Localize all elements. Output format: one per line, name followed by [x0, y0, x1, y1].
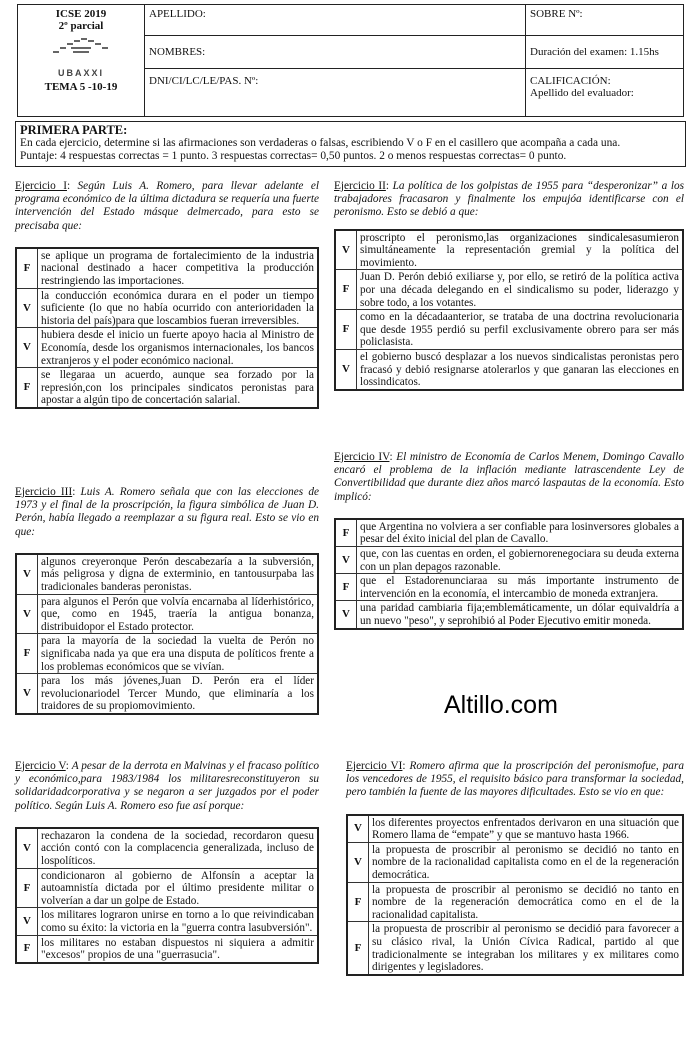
- answer-box[interactable]: V: [16, 828, 38, 868]
- answer-box[interactable]: V: [16, 328, 38, 368]
- topic-label: TEMA 5 -10-19: [44, 81, 118, 93]
- exercise-title: Ejercicio IV: [334, 451, 390, 463]
- duration-label: Duración del examen: 1.15hs: [530, 46, 659, 58]
- exercise-4: Ejercicio IV: El ministro de Economía de Carlos Menem, Domingo Cavallo encaró el problema de la inflación mediante latrascendente Ley de Convertibilidad que durante diez años marcó laspautas de la economía. Esto implicó: F que Argentina no volviera a ser confiable para losinversores globales a pesar del éxito inicial del plan de Cavallo. V que, con las cuentas en orden, el gobiernorenegociara su deuda externa con un plan depagos razonable. F que el Estadorenunciaraa su más importante instrumento de intervención en la economía, el intercambio de moneda extranjera. V una paridad cambiaria fija;emblemáticamente, un dólar equivaldría a un nuevo "peso", y seprohibió al Poder Ejecutivo emitir moneda.: [334, 451, 684, 630]
- answer-row: [347, 882, 683, 922]
- answer-box[interactable]: F: [347, 882, 369, 922]
- statement: el gobierno buscó desplazar a los nuevos sindicalistas peronistas pero fracasó y debió resignarse atolerarlos y que ganaran las elecciones en lossindicatos.: [357, 349, 684, 389]
- exercise-prompt: Luis A. Romero señala que con las elecciones de 1973 y el final de la proscripción, la figura simbólica de Juan D. Perón, había llegado a reemplazar a su figura real. Esto se vio en que:: [15, 486, 319, 538]
- answer-box[interactable]: F: [335, 270, 357, 310]
- answer-row: [16, 554, 318, 594]
- exercise-title: Ejercicio I: [15, 180, 67, 192]
- answer-row: [16, 935, 318, 963]
- grader-label: Apellido del evaluador:: [530, 87, 634, 99]
- answer-box[interactable]: V: [347, 815, 369, 843]
- statement: que Argentina no volviera a ser confiable para losinversores globales a pesar del éxito inicial del plan de Cavallo.: [357, 519, 684, 547]
- uba-xxi-logo-icon: [51, 33, 111, 67]
- answer-box[interactable]: F: [16, 248, 38, 288]
- answer-row: [347, 922, 683, 975]
- statement: se llegaraa un acuerdo, aunque sea forzado por la represión,con los principales sindicatos peronistas para apostar a algún tipo de concertación salarial.: [38, 368, 319, 408]
- statement: se aplique un programa de fortalecimiento de la industria nacional destinado a hacer competitiva la producción restringiendo las importaciones.: [38, 248, 319, 288]
- exercise-1: Ejercicio I: Según Luis A. Romero, para llevar adelante el programa económico de la última dictadura se requería una fuerte intervención del Estado másque delmercado, para esto se precisaba que: F se aplique un programa de fortalecimiento de la industria nacional destinado a hacer competitiva la producción restringiendo las importaciones. V la conducción económica durara en el poder un tiempo suficiente (lo que no había ocurrido con anterioridaden la historia del país)para que loscambios fueran irreversibles. V hubiera desde el inicio un fuerte apoyo hacia al Ministro de Economía, desde los organismos internacionales, los bancos extranjeros y el poder económico nacional. F se llegaraa un acuerdo, aunque sea forzado por la represión,con los principales sindicatos peronistas para apostar a algún tipo de concertación salarial.: [15, 180, 319, 409]
- statement: los diferentes proyectos enfrentados derivaron en una situación que Romero llama de “empate” y que se mantuvo hasta 1966.: [369, 815, 684, 843]
- id-field[interactable]: [145, 69, 526, 117]
- statement: algunos creyeronque Perón descabezaría a la subversión, más peligrosa y digna de exterminio, en tantousurpaba las tradicionales banderas peronistas.: [38, 554, 319, 594]
- answer-box[interactable]: V: [16, 594, 38, 634]
- answer-row: [16, 594, 318, 634]
- answer-box[interactable]: F: [335, 519, 357, 547]
- answer-row: [335, 601, 683, 629]
- answer-row: [335, 574, 683, 601]
- answer-row: [16, 328, 318, 368]
- answer-row: [335, 547, 683, 574]
- grade-field[interactable]: [526, 69, 684, 117]
- answer-box[interactable]: V: [335, 547, 357, 574]
- grade-label: CALIFICACIÓN:: [530, 75, 611, 87]
- exercise-6: Ejercicio VI: Romero afirma que la proscripción del peronismofue, para los vencedores de 1955, el requisito básico para transformar la sociedad, pero también la fuente de las mayores dificultades. Esto se vio en que: V los diferentes proyectos enfrentados derivaron en una situación que Romero llama de “empate” y que se mantuvo hasta 1966. V la propuesta de proscribir al peronismo se decidió no tanto en nombre de la racionalidad capitalista como en el de la regeneración democrática. F la propuesta de proscribir al peronismo se decidió no tanto en nombre de la regeneración democrática como en el de la racionalidad capitalista. F la propuesta de proscribir al peronismo se decidió para favorecer a su clásico rival, la Unión Cívica Radical, partido al que tradicionalmente se integraban los militares y ex militares como dirigentes y legisladores.: [346, 760, 684, 976]
- answer-row: [335, 349, 683, 389]
- surname-field[interactable]: [145, 5, 526, 36]
- answer-row: [335, 270, 683, 310]
- exercise-3: Ejercicio III: Luis A. Romero señala que con las elecciones de 1973 y el final de la proscripción, la figura simbólica de Juan D. Perón, había llegado a reemplazar a su figura real. Esto se vio en que: V algunos creyeronque Perón descabezaría a la subversión, más peligrosa y digna de exterminio, en tantousurpaba las tradicionales banderas peronistas. V para algunos el Perón que volvía encarnaba al líderhistórico, que, como en 1945, traería la antigua bonanza, distribuidopor el Estado protector. F para la mayoría de la sociedad la vuelta de Perón no significaba nada ya que era una disputa de políticos frente a los problemas económicos que se vivían. V para los más jóvenes,Juan D. Perón era el líder revolucionariodel Tercer Mundo, que eliminaría a los traidores de su propiomovimiento.: [15, 486, 319, 715]
- envelope-label: SOBRE Nº:: [530, 8, 583, 20]
- answers-table: [334, 518, 684, 630]
- statement: como en la décadaanterior, se trataba de una doctrina revolucionaria que desde 1955 perdió su perfil exclusivamente obrero para ser más policlasista.: [357, 310, 684, 350]
- exercise-title: Ejercicio VI: [346, 760, 403, 772]
- answer-row: [16, 248, 318, 288]
- partial-label: 2º parcial: [58, 20, 104, 32]
- instructions-box: [15, 121, 686, 167]
- statement: los militares no estaban dispuestos ni siquiera a admitir "excesos" propios de una "guerrasucia".: [38, 935, 319, 963]
- course-name: ICSE 2019: [55, 8, 107, 20]
- duration-cell: [526, 36, 684, 69]
- statement: Juan D. Perón debió exiliarse y, por ello, se retiró de la política activa por una década delegando en el sindicalismo su poder, liderazgo y sobre todo, a los votantes.: [357, 270, 684, 310]
- scoring-line: Puntaje: 4 respuestas correctas = 1 punto. 3 respuestas correctas= 0,50 puntos. 2 o menos respuestas correctas= 0 punto.: [20, 150, 567, 162]
- answer-box[interactable]: V: [347, 842, 369, 882]
- statement: que, con las cuentas en orden, el gobiernorenegociara su deuda externa con un plan depagos razonable.: [357, 547, 684, 574]
- answer-row: [347, 815, 683, 843]
- answer-row: [16, 908, 318, 935]
- answer-row: [16, 368, 318, 408]
- answer-box[interactable]: V: [16, 674, 38, 714]
- answers-table: [15, 553, 319, 715]
- envelope-field[interactable]: [526, 5, 684, 36]
- instructions-line: En cada ejercicio, determine si las afirmaciones son verdaderas o falsas, escribiendo V o F en el casillero que acompaña a cada una.: [20, 137, 621, 149]
- part-title: PRIMERA PARTE:: [20, 123, 128, 137]
- exam-header: [17, 4, 684, 117]
- statement: rechazaron la condena de la sociedad, recordaron quesu acción contó con la complacencia generalizada, incluso de lospolíticos.: [38, 828, 319, 868]
- answer-row: [347, 842, 683, 882]
- answer-box[interactable]: F: [335, 574, 357, 601]
- answer-row: [16, 288, 318, 328]
- statement: la conducción económica durara en el poder un tiempo suficiente (lo que no había ocurrido con anterioridaden la historia del país)para que loscambios fueran irreversibles.: [38, 288, 319, 328]
- watermark: Altillo.com: [444, 691, 558, 719]
- answer-box[interactable]: F: [16, 368, 38, 408]
- answer-box[interactable]: F: [16, 868, 38, 908]
- logo-text: UBAXXI: [57, 68, 104, 78]
- answer-row: [16, 828, 318, 868]
- answer-row: [335, 519, 683, 547]
- answer-box[interactable]: V: [335, 230, 357, 270]
- statement: para algunos el Perón que volvía encarnaba al líderhistórico, que, como en 1945, traería la antigua bonanza, distribuidopor el Estado protector.: [38, 594, 319, 634]
- exercise-title: Ejercicio III: [15, 486, 73, 498]
- answer-row: [335, 310, 683, 350]
- exercise-prompt: Romero afirma que la proscripción del peronismofue, para los vencedores de 1955, el requisito básico para transformar la sociedad, pero también la fuente de las mayores dificultades. Esto se vio en que:: [346, 760, 684, 799]
- answer-box[interactable]: F: [16, 634, 38, 674]
- names-label: NOMBRES:: [149, 46, 206, 58]
- statement: para la mayoría de la sociedad la vuelta de Perón no significaba nada ya que era una disputa de políticos frente a los problemas económicos que se vivían.: [38, 634, 319, 674]
- answer-box[interactable]: V: [16, 554, 38, 594]
- statement: la propuesta de proscribir al peronismo se decidió para favorecer a su clásico rival, la Unión Cívica Radical, partido al que tradicionalmente se integraban los militares y ex militares como dirigentes y legisladores.: [369, 922, 684, 975]
- names-field[interactable]: [145, 36, 526, 69]
- statement: proscripto el peronismo,las organizaciones sindicalesasumieron simultáneamente la representación gremial y la política del movimiento.: [357, 230, 684, 270]
- answers-table: [15, 827, 319, 964]
- answer-box[interactable]: V: [16, 908, 38, 935]
- exercise-5: Ejercicio V: A pesar de la derrota en Malvinas y el fracaso político y económico,para 1983/1984 los militaresreconstituyeron su solidaridadcorporativa y se negaron a ser juzgados por el poder político. Según Luis A. Romero eso fue así porque: V rechazaron la condena de la sociedad, recordaron quesu acción contó con la complacencia generalizada, incluso de lospolíticos. F condicionaron al gobierno de Alfonsín a aceptar la autoamnistía dictada por el último presidente militar o volverían a dar un golpe de Estado. V los militares lograron unirse en torno a lo que reivindicaban como su éxito: la victoria en la "guerra contra lasubversión". F los militares no estaban dispuestos ni siquiera a admitir "excesos" propios de una "guerrasucia".: [15, 760, 319, 964]
- statement: una paridad cambiaria fija;emblemáticamente, un dólar equivaldría a un nuevo "peso", y seprohibió al Poder Ejecutivo emitir moneda.: [357, 601, 684, 629]
- surname-label: APELLIDO:: [149, 8, 206, 20]
- answer-box[interactable]: V: [335, 349, 357, 389]
- statement: los militares lograron unirse en torno a lo que reivindicaban como su éxito: la victoria en la "guerra contra lasubversión".: [38, 908, 319, 935]
- statement: para los más jóvenes,Juan D. Perón era el líder revolucionariodel Tercer Mundo, que eliminaría a los traidores de su propiomovimiento.: [38, 674, 319, 714]
- answers-table: [346, 814, 684, 976]
- statement: la propuesta de proscribir al peronismo se decidió no tanto en nombre de la regeneración democrática como en el de la racionalidad capitalista.: [369, 882, 684, 922]
- answer-box[interactable]: V: [335, 601, 357, 629]
- answer-box[interactable]: F: [347, 922, 369, 975]
- exercise-prompt: Según Luis A. Romero, para llevar adelante el programa económico de la última dictadura se requería una fuerte intervención del Estado másque delmercado, para esto se precisaba que:: [15, 180, 320, 232]
- exercise-title: Ejercicio II: [334, 180, 386, 192]
- exercise-2: Ejercicio II: La política de los golpistas de 1955 para “desperonizar” a los trabajadores fracasaron y finalmente los empujóa identificarse con el peronismo. Esto se debió a que: V proscripto el peronismo,las organizaciones sindicalesasumieron simultáneamente la representación gremial y la política del movimiento. F Juan D. Perón debió exiliarse y, por ello, se retiró de la política activa por una década delegando en el sindicalismo su poder, liderazgo y sobre todo, a los votantes. F como en la décadaanterior, se trataba de una doctrina revolucionaria que desde 1955 perdió su perfil exclusivamente obrero para ser más policlasista. V el gobierno buscó desplazar a los nuevos sindicalistas peronistas pero fracasó y debió resignarse atolerarlos y que ganaran las elecciones en lossindicatos.: [334, 180, 684, 391]
- exercise-prompt: A pesar de la derrota en Malvinas y el fracaso político y económico,para 1983/1984 los militaresreconstituyeron su solidaridadcorporativa y se negaron a ser juzgados por el poder político. Según Luis A. Romero eso fue así porque:: [15, 760, 319, 812]
- statement: condicionaron al gobierno de Alfonsín a aceptar la autoamnistía dictada por el último presidente militar o volverían a dar un golpe de Estado.: [38, 868, 319, 908]
- answers-table: [334, 229, 684, 391]
- statement: hubiera desde el inicio un fuerte apoyo hacia al Ministro de Economía, desde los organismos internacionales, los bancos extranjeros y el poder económico nacional.: [38, 328, 319, 368]
- course-info: [18, 5, 145, 117]
- answer-row: [16, 674, 318, 714]
- statement: la propuesta de proscribir al peronismo se decidió no tanto en nombre de la racionalidad capitalista como en el de la regeneración democrática.: [369, 842, 684, 882]
- answer-box[interactable]: V: [16, 288, 38, 328]
- answer-box[interactable]: F: [335, 310, 357, 350]
- answer-row: [16, 634, 318, 674]
- answers-table: [15, 247, 319, 409]
- answer-row: [335, 230, 683, 270]
- statement: que el Estadorenunciaraa su más importante instrumento de intervención en la economía, el intercambio de moneda extranjera.: [357, 574, 684, 601]
- id-label: DNI/CI/LC/LE/PAS. Nº:: [149, 75, 259, 87]
- exercise-prompt: El ministro de Economía de Carlos Menem, Domingo Cavallo encaró el problema de la inflación mediante latrascendente Ley de Convertibilidad que durante diez años marcó laspautas de la economía. Esto implicó:: [334, 451, 684, 503]
- exercise-title: Ejercicio V: [15, 760, 66, 772]
- answer-box[interactable]: F: [16, 935, 38, 963]
- exercise-prompt: La política de los golpistas de 1955 para “desperonizar” a los trabajadores fracasaron y finalmente los empujóa identificarse con el peronismo. Esto se debió a que:: [334, 180, 684, 219]
- answer-row: [16, 868, 318, 908]
